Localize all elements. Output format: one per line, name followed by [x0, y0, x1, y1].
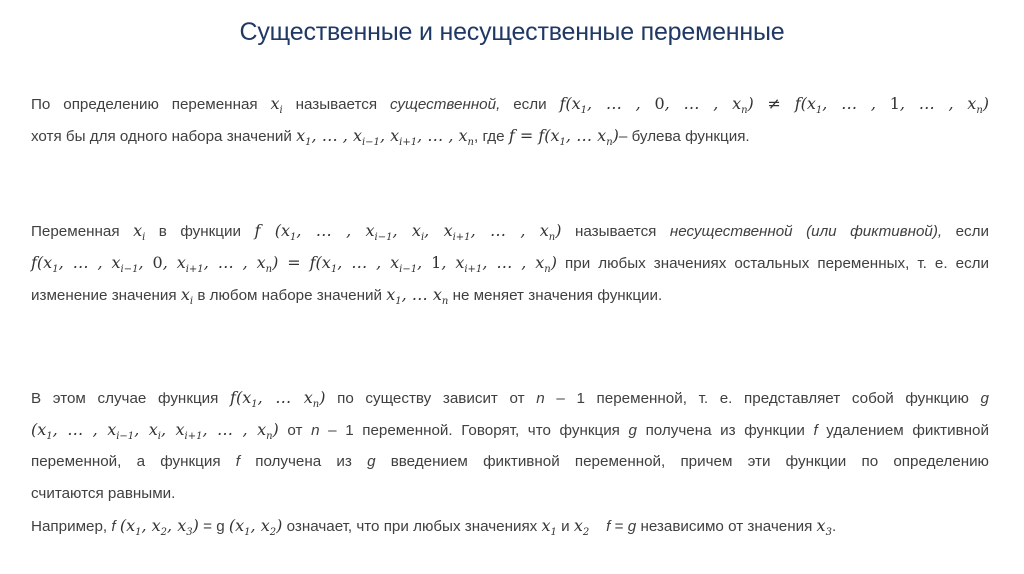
text-run: введением фиктивной переменной, причем эти функции по определению — [390, 453, 989, 470]
math-args-3: ($x_1$, $x_2$, $x_3$) — [119, 516, 199, 539]
text-run: , где — [474, 128, 505, 145]
var-n: n — [311, 422, 320, 439]
text-line — [31, 510, 989, 542]
text-run: получена из функции — [645, 422, 805, 439]
math-x1: $x_1$ — [541, 516, 557, 539]
text-run: от — [287, 422, 303, 439]
math-function: $f(x_1$, … $x_n$) — [230, 388, 326, 411]
text-run: – 1 переменной. Говорят, что функция — [328, 422, 620, 439]
text-run: в любом наборе значений — [197, 287, 382, 304]
term-fictitious: (или фиктивной), — [806, 223, 943, 240]
math-args-2: ($x_1$, $x_2$) — [228, 516, 283, 539]
var-f: f — [813, 422, 818, 439]
term-essential: существенной, — [389, 96, 501, 113]
text-run: – 1 переменной, т. е. представляет собой функцию — [556, 390, 969, 407]
text-run: не меняет значения функции. — [452, 287, 663, 304]
text-run: считаются равными. — [31, 485, 176, 502]
math-inequality: $f(x_1$, … , 0, … , $x_n) \ne f(x_1$, … , 1, … , $x_n$) — [559, 94, 990, 117]
text-run: хотя бы для одного набора значений — [31, 128, 292, 145]
text-line — [31, 215, 989, 247]
math-value-set: $x_1$, … , $x_{i-1}$, $x_{i+1}$, … , $x_n$ — [296, 126, 474, 149]
text-run: при любых значениях остальных переменных, т. е. если — [565, 255, 990, 272]
math-x3: $x_3$ — [816, 516, 832, 539]
text-run: если — [955, 223, 989, 240]
term-nonessential: несущественной — [669, 223, 793, 240]
math-args: ($x_1$, … , $x_{i-1}$, $x_i$, $x_{i+1}$, … , $x_n$) — [31, 420, 279, 443]
math-value-set: $x_1$, … $x_n$ — [386, 285, 449, 308]
text-line — [31, 414, 989, 446]
math-equality: $f(x_1$, … , $x_{i-1}$, 0, $x_{i+1}$, … , $x_n) = f(x_1$, … , $x_{i-1}$, 1, $x_{i+1}$, … , $x_n$) — [31, 253, 557, 276]
text-run: по существу зависит от — [337, 390, 525, 407]
paragraph-consequence — [31, 382, 989, 542]
text-line — [31, 247, 989, 279]
text-run: переменной, а функция — [31, 453, 221, 470]
text-run: если — [513, 96, 547, 113]
text-run: называется — [574, 223, 657, 240]
var-g: g — [980, 390, 989, 407]
text-run: получена из — [255, 453, 352, 470]
var-g: g — [367, 453, 376, 470]
text-line — [31, 478, 989, 510]
math-xi: $x_i$ — [133, 221, 146, 244]
text-run: независимо от значения — [640, 518, 813, 535]
text-run: В этом случае функция — [31, 390, 219, 407]
text-run: По определению переменная — [31, 96, 258, 113]
text-line — [31, 382, 989, 414]
text-run: изменение значения — [31, 287, 177, 304]
text-run: = g — [203, 518, 225, 535]
math-x2: $x_2$ — [573, 516, 590, 539]
text-line — [31, 279, 989, 311]
text-run: удалением фиктивной — [826, 422, 989, 439]
text-run: – булева функция. — [618, 128, 750, 145]
var-f: f — [606, 518, 611, 535]
text-run: = — [614, 518, 624, 535]
math-function-def: $f = f(x_1$, … $x_n$) — [508, 126, 619, 149]
text-run: называется — [295, 96, 378, 113]
period: . — [831, 518, 837, 535]
var-n: n — [536, 390, 545, 407]
text-line — [31, 446, 989, 478]
paragraph-essential-definition — [31, 88, 989, 152]
text-line — [31, 120, 989, 152]
var-g: g — [627, 518, 637, 535]
math-function-args: f ($x_1$, … , $x_{i-1}$, $x_i$, $x_{i+1}$, … , $x_n$) — [254, 221, 562, 244]
var-f: f — [111, 518, 116, 535]
text-run: означает, что при любых значениях — [286, 518, 538, 535]
slide-title: Существенные и несущественные переменные — [239, 18, 785, 46]
text-run: Например, — [31, 518, 108, 535]
text-run: в функции — [158, 223, 241, 240]
text-run: Переменная — [31, 223, 120, 240]
paragraph-fictitious-definition — [31, 215, 989, 311]
text-run: и — [561, 518, 570, 535]
math-xi: $x_i$ — [180, 285, 194, 308]
math-xi: $x_i$ — [270, 94, 283, 117]
text-line — [31, 88, 989, 120]
var-g: g — [628, 422, 637, 439]
var-f: f — [235, 453, 241, 470]
